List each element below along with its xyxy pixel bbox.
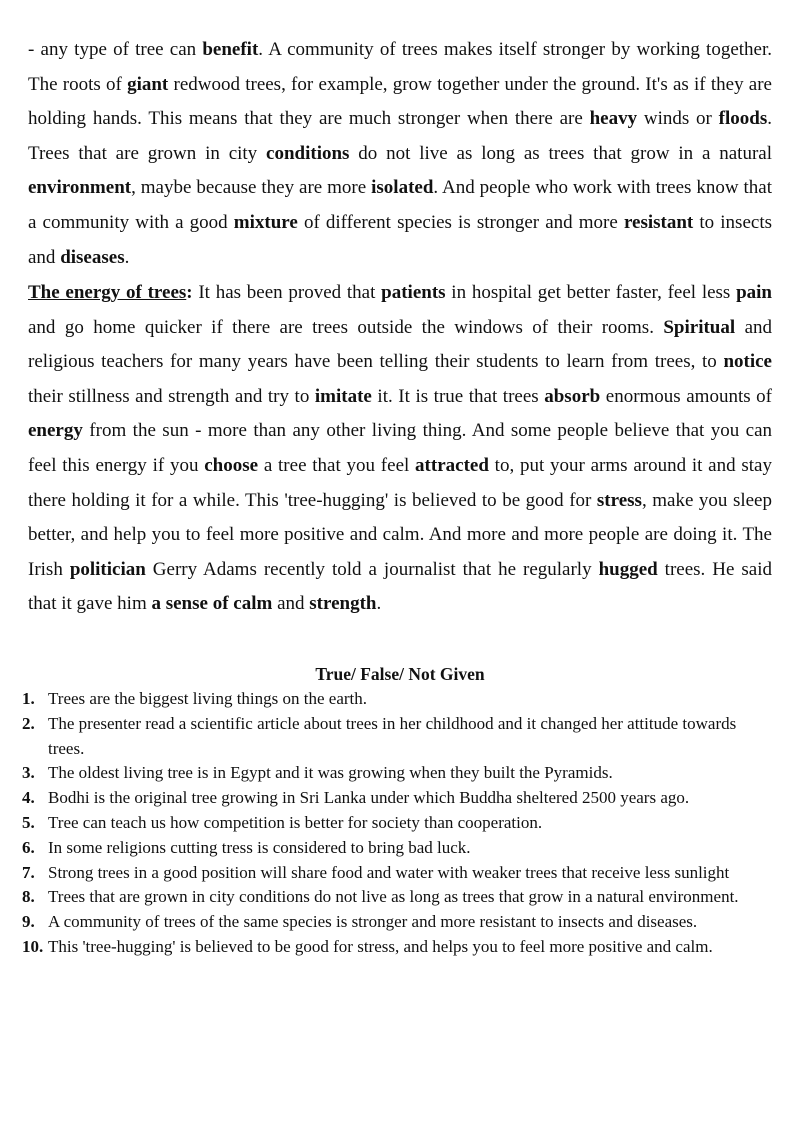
questions-title: True/ False/ Not Given bbox=[315, 664, 485, 684]
text-run: and bbox=[272, 593, 310, 615]
text-run: trees. He said that it gave him bbox=[28, 558, 772, 615]
bold-keyword: energy bbox=[28, 420, 83, 442]
question-text: A community of trees of the same species is stronger and more resistant to insects and diseases. bbox=[48, 912, 698, 932]
text-run: and go home quicker if there are trees outside the windows of their rooms. bbox=[28, 316, 664, 338]
text-run: . bbox=[376, 593, 382, 615]
bold-keyword: resistant bbox=[623, 211, 694, 233]
question-text: Trees are the biggest living things on the earth. bbox=[48, 689, 368, 708]
text-run: - any type of tree can bbox=[28, 39, 203, 60]
bold-keyword: stress bbox=[596, 489, 642, 511]
bold-keyword: floods bbox=[718, 108, 768, 130]
question-number: 10. bbox=[22, 936, 44, 956]
question-item bbox=[0, 712, 772, 762]
bold-keyword: patients bbox=[381, 282, 446, 303]
bold-keyword: strength bbox=[309, 593, 377, 615]
question-item bbox=[0, 935, 772, 960]
text-run: Gerry Adams recently told a journalist that he regularly bbox=[145, 558, 599, 580]
bold-keyword: a sense of calm bbox=[151, 593, 273, 615]
text-run: . And people who work with trees know that a community with a good bbox=[28, 177, 773, 233]
question-item bbox=[0, 761, 772, 786]
question-text: Strong trees in a good position will share food and water with weaker trees that receive less sunlight bbox=[48, 862, 730, 882]
question-number: 5. bbox=[22, 812, 35, 832]
text-run: it. It is true that trees bbox=[371, 385, 545, 407]
question-number: 4. bbox=[22, 788, 35, 808]
question-item bbox=[0, 811, 772, 836]
question-text: Trees that are grown in city conditions do not live as long as trees that grow in a natural environment. bbox=[48, 887, 739, 907]
question-number: 9. bbox=[22, 912, 35, 932]
text-run: enormous amounts of bbox=[600, 385, 773, 407]
bold-keyword: absorb bbox=[544, 385, 601, 407]
text-run: to insects and bbox=[28, 211, 772, 268]
question-text: Tree can teach us how competition is better for society than cooperation. bbox=[48, 812, 543, 832]
bold-keyword: Spiritual bbox=[663, 316, 736, 338]
bold-keyword: heavy bbox=[589, 108, 638, 130]
bold-keyword: isolated bbox=[371, 177, 434, 199]
text-run: . bbox=[124, 246, 130, 268]
bold-keyword: imitate bbox=[314, 385, 372, 407]
bold-keyword: mixture bbox=[233, 211, 298, 233]
text-run: winds or bbox=[637, 108, 719, 130]
question-item bbox=[0, 786, 772, 811]
bold-keyword: pain bbox=[736, 282, 772, 303]
bold-keyword: notice bbox=[723, 351, 772, 373]
question-item bbox=[0, 910, 772, 935]
passage-paragraph-1 bbox=[28, 33, 772, 275]
passage-paragraph-2 bbox=[28, 276, 772, 622]
section-heading: The energy of trees bbox=[28, 282, 187, 303]
text-run: do not live as long as trees that grow in a natural bbox=[349, 142, 773, 164]
text-run: of different species is stronger and more bbox=[297, 211, 624, 233]
text-run: , make you sleep better, and help you to feel more positive and calm. And more and more people are doing it. The Irish bbox=[28, 489, 772, 580]
text-run: . Trees that are grown in city bbox=[28, 108, 772, 164]
text-run: from the sun - more than any other living thing. And some people believe that you can feel this energy if you bbox=[28, 420, 772, 476]
bold-keyword: benefit bbox=[202, 39, 259, 60]
bold-keyword: attracted bbox=[415, 454, 489, 476]
bold-keyword: choose bbox=[204, 454, 259, 476]
bold-keyword: politician bbox=[69, 558, 146, 580]
bold-keyword: diseases bbox=[60, 246, 125, 268]
bold-keyword: environment bbox=[28, 177, 132, 199]
text-run: redwood trees, for example, grow together under the ground. It's as if they are holding hands. This means that they are much stronger when there are bbox=[28, 73, 772, 130]
text-run: , maybe because they are more bbox=[131, 177, 372, 199]
question-item bbox=[0, 836, 772, 861]
text-run: and religious teachers for many years have been telling their students to learn from trees, to bbox=[28, 316, 772, 373]
questions-list bbox=[0, 687, 772, 960]
question-number: 2. bbox=[22, 713, 35, 733]
text-run: in hospital get better faster, feel less bbox=[445, 282, 737, 303]
question-text: This 'tree-hugging' is believed to be good for stress, and helps you to feel more positive and calm. bbox=[48, 936, 713, 956]
question-text: The oldest living tree is in Egypt and it was growing when they built the Pyramids. bbox=[48, 763, 613, 783]
question-text: The presenter read a scientific article about trees in her childhood and it changed her attitude towards trees. bbox=[48, 713, 737, 758]
question-number: 6. bbox=[22, 837, 35, 857]
bold-keyword: giant bbox=[127, 73, 169, 95]
question-number: 8. bbox=[22, 887, 35, 907]
text-run: their stillness and strength and try to bbox=[28, 385, 315, 407]
text-run: It has been proved that bbox=[192, 282, 382, 303]
bold-keyword: conditions bbox=[266, 142, 350, 164]
question-item bbox=[0, 885, 772, 910]
question-number: 1. bbox=[22, 689, 35, 708]
question-number: 7. bbox=[22, 862, 35, 882]
question-text: Bodhi is the original tree growing in Sri Lanka under which Buddha sheltered 2500 years ago. bbox=[48, 788, 690, 808]
question-item bbox=[0, 861, 772, 886]
question-number: 3. bbox=[22, 763, 35, 783]
question-text: In some religions cutting tress is considered to bring bad luck. bbox=[48, 837, 471, 857]
text-run: to, put your arms around it and stay there holding it for a while. This 'tree-hugging' is believed to be good for bbox=[28, 454, 772, 511]
bold-keyword: hugged bbox=[598, 558, 658, 580]
text-run: a tree that you feel bbox=[258, 454, 416, 476]
question-item bbox=[0, 687, 772, 712]
text-run: . A community of trees makes itself stronger by working together. The roots of bbox=[28, 39, 773, 95]
bold-keyword: : bbox=[186, 282, 193, 303]
